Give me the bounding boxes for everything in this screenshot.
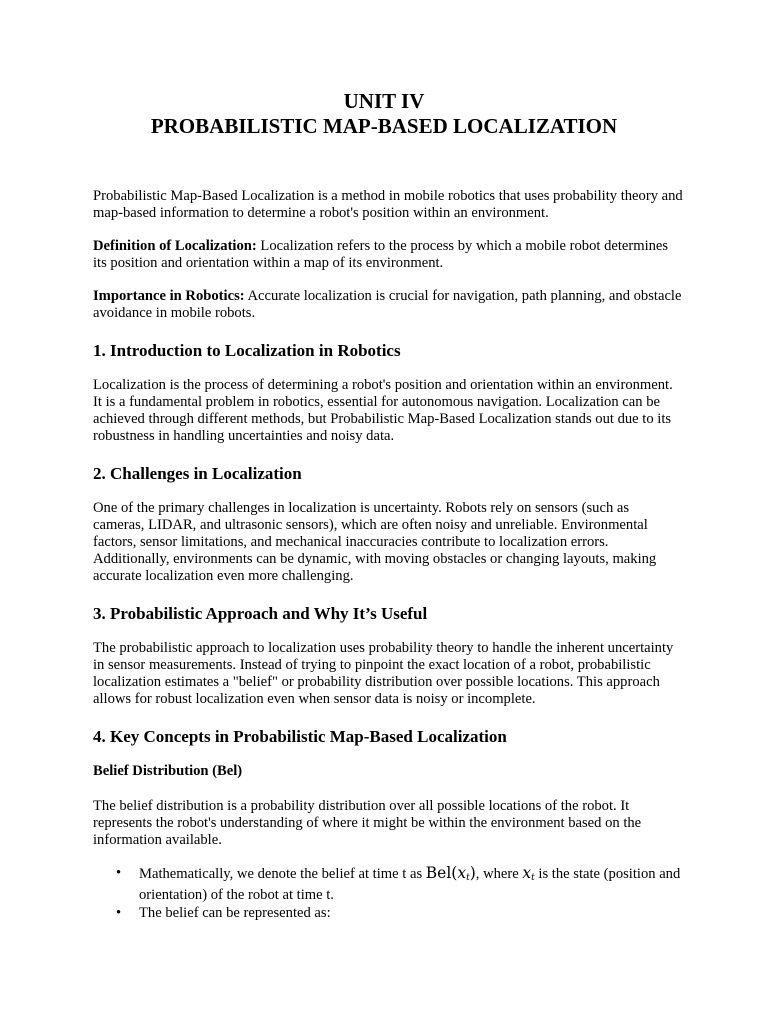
- state-var: x: [522, 864, 532, 882]
- formula-subscript: t: [466, 873, 470, 883]
- belief-paragraph: The belief distribution is a probability distribution over all possible locations of the robot. It represents the robot's understanding of where it might be within the environment based on the information available.: [93, 798, 642, 848]
- page-title: PROBABILISTIC MAP-BASED LOCALIZATION: [150, 114, 618, 138]
- document-body: [93, 188, 683, 923]
- definition-paragraph: [93, 238, 683, 272]
- section-body-3: The probabilistic approach to localization uses probability theory to handle the inherent uncertainty in sensor measurements. Instead of trying to pinpoint the exact location of a robot, probabilistic localization estimates a "belief" or probability distribution over possible locations. This approach allows for robust localization even when sensor data is noisy or incomplete.: [93, 640, 674, 707]
- bullet-icon: •: [116, 865, 122, 881]
- list-item: [116, 864, 683, 904]
- unit-heading: UNIT IV: [343, 89, 425, 113]
- bullet-1-suffix: is the state (position and orientation) of the robot at time t.: [139, 866, 681, 903]
- section-heading-3: 3. Probabilistic Approach and Why It’s Useful: [93, 604, 428, 623]
- belief-formula: [426, 864, 476, 882]
- definition-label: Definition of Localization:: [93, 238, 257, 254]
- belief-bullet-list: [93, 865, 683, 922]
- section-heading-4: 4. Key Concepts in Probabilistic Map-Based Localization: [93, 727, 507, 746]
- importance-text: Accurate localization is crucial for navigation, path planning, and obstacle avoidance in mobile robots.: [93, 288, 682, 321]
- belief-subheading: Belief Distribution (Bel): [93, 763, 243, 779]
- state-subscript: t: [531, 873, 535, 883]
- section-heading-1: 1. Introduction to Localization in Robotics: [93, 341, 401, 360]
- title-block: [0, 89, 768, 139]
- bullet-2-text: The belief can be represented as:: [139, 905, 331, 921]
- importance-label: Importance in Robotics:: [93, 288, 245, 304]
- formula-bel: Bel(: [425, 864, 458, 882]
- bullet-1-prefix: Mathematically, we denote the belief at time t as: [139, 866, 426, 882]
- bullet-1-mid: , where: [475, 866, 523, 882]
- importance-paragraph: [93, 288, 683, 322]
- state-variable: [522, 864, 534, 882]
- intro-paragraph: Probabilistic Map-Based Localization is a method in mobile robotics that uses probability theory and map-based information to determine a robot's position within an environment.: [93, 188, 683, 221]
- section-body-1: Localization is the process of determining a robot's position and orientation within an environment. It is a fundamental problem in robotics, essential for autonomous navigation. Localization can be achieved through different methods, but Probabilistic Map-Based Localization stands out due to its robustness in handling uncertainties and noisy data.: [93, 377, 673, 444]
- section-body-2: One of the primary challenges in localization is uncertainty. Robots rely on sensors (such as cameras, LIDAR, and ultrasonic sensors), which are often noisy and unreliable. Environmental factors, sensor limitations, and mechanical inaccuracies contribute to localization errors. Additionally, environments can be dynamic, with moving obstacles or changing layouts, making accurate localization even more challenging.: [93, 500, 657, 584]
- bullet-icon: •: [116, 905, 122, 921]
- formula-var: x: [457, 864, 467, 882]
- list-item: [116, 905, 683, 922]
- section-heading-2: 2. Challenges in Localization: [93, 464, 302, 483]
- formula-close: ): [469, 864, 476, 882]
- definition-text: Localization refers to the process by which a mobile robot determines its position and orientation within a map of its environment.: [93, 238, 669, 271]
